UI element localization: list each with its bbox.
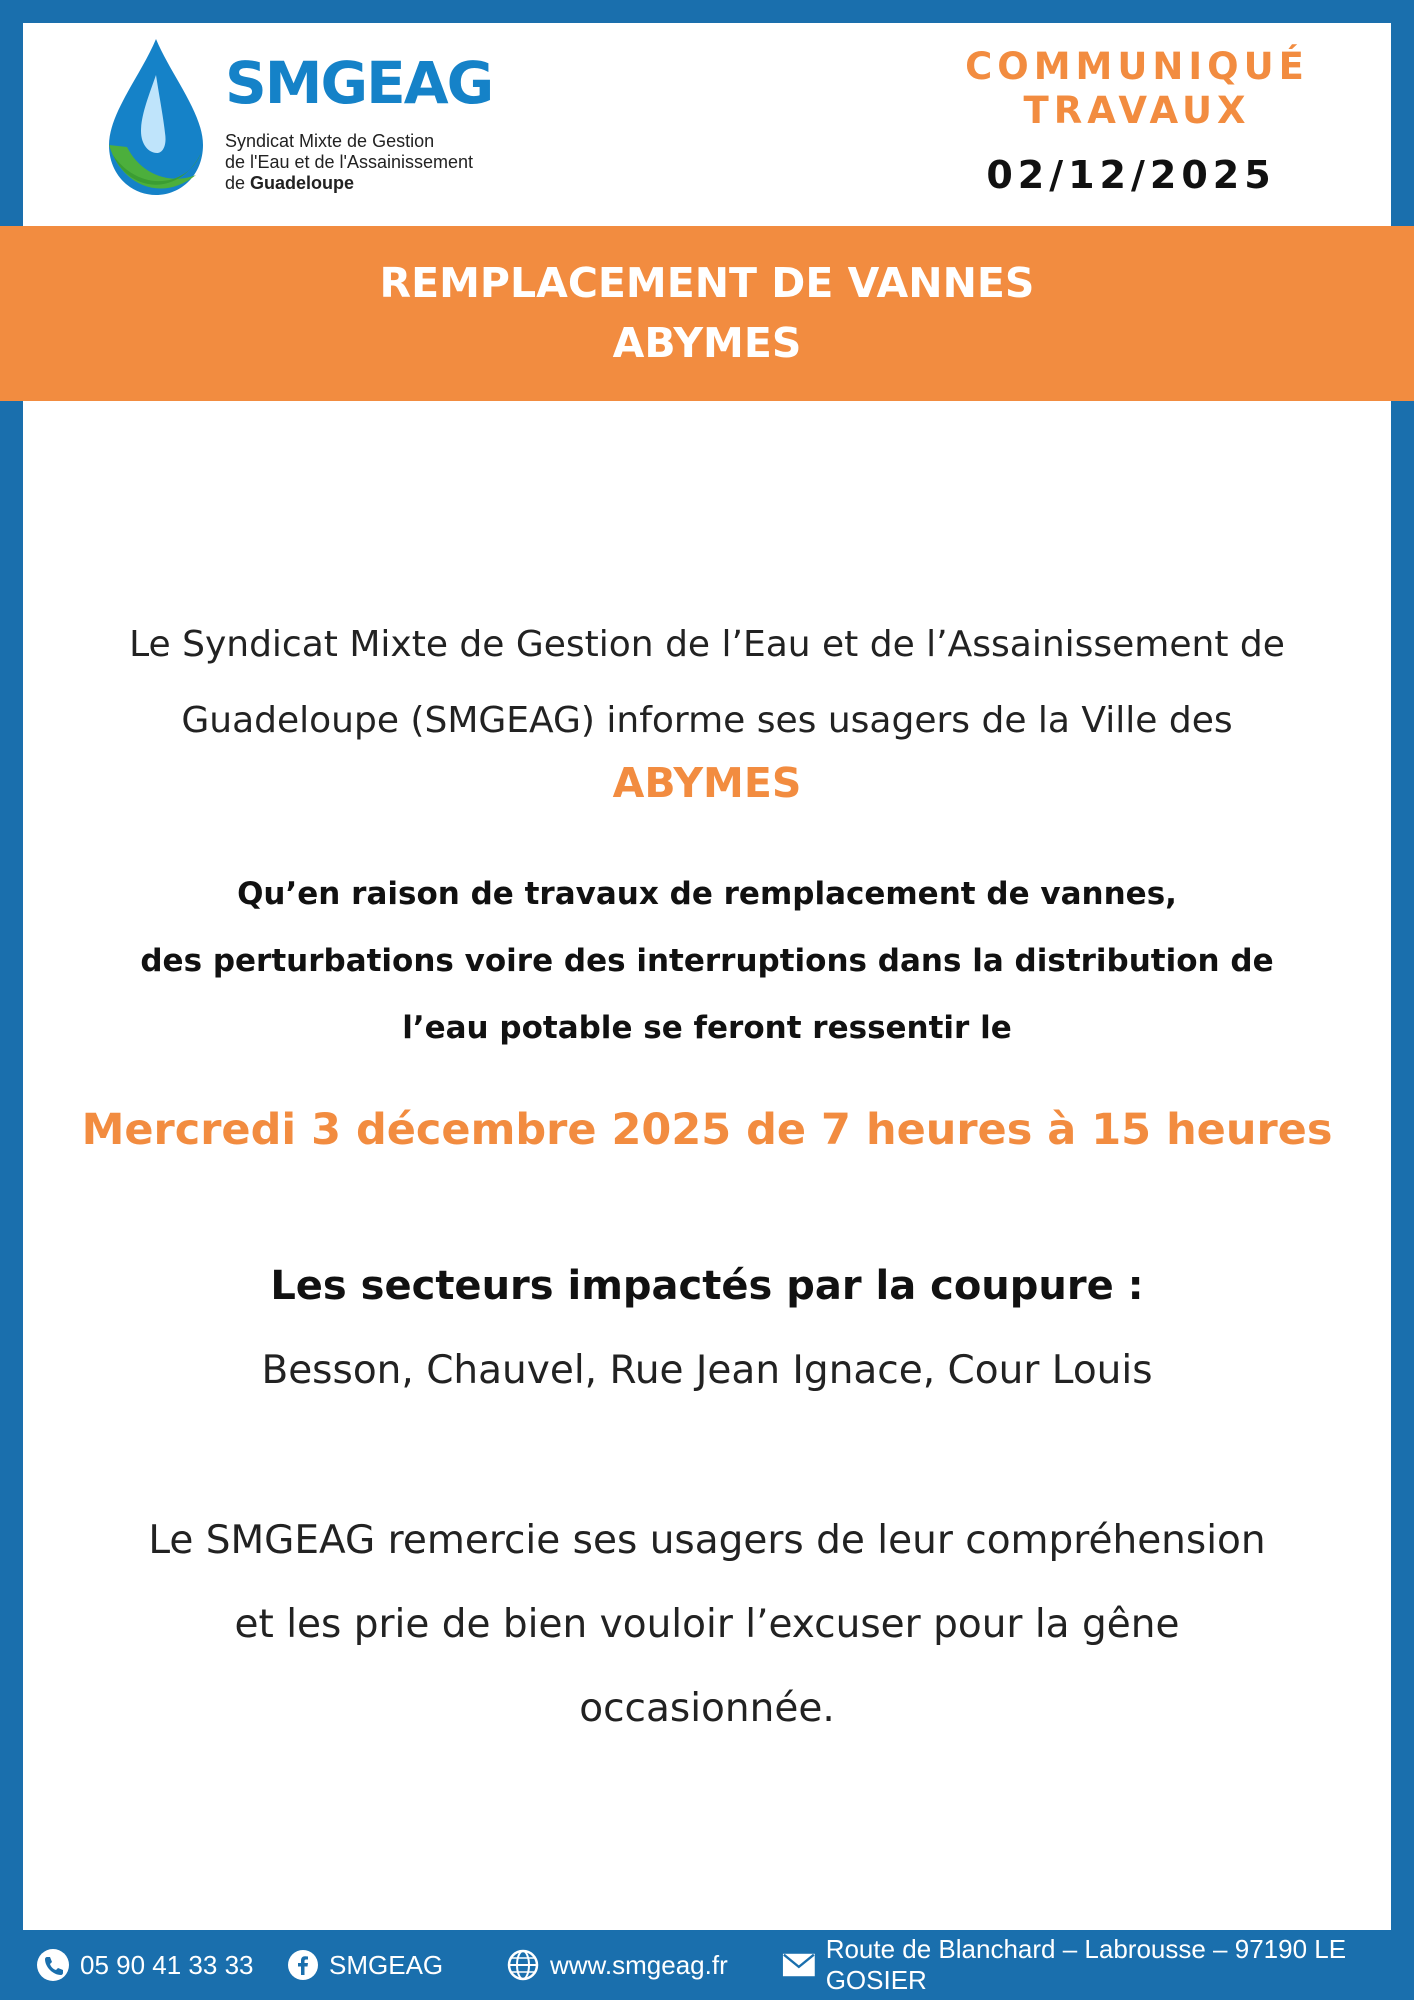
title-banner (0, 226, 1414, 401)
brand-sub-line: de l'Eau et de l'Assainissement (225, 152, 474, 172)
mail-icon (782, 1952, 816, 1978)
reason-paragraph (83, 861, 1331, 1062)
phone-number: 05 90 41 33 33 (80, 1949, 254, 1980)
footer-phone[interactable] (36, 1930, 254, 2000)
communique-line: TRAVAUX (1023, 89, 1251, 132)
brand-sub-line: Syndicat Mixte de Gestion (225, 131, 435, 151)
logo (101, 35, 551, 215)
banner-title-line: REMPLACEMENT DE VANNES (379, 259, 1035, 307)
brand-sub-prefix: de (225, 173, 251, 193)
globe-icon (506, 1948, 540, 1982)
city-name: ABYMES (612, 759, 802, 807)
website-url: www.smgeag.fr (550, 1949, 728, 1980)
reason-line: l’eau potable se feront ressentir le (402, 1010, 1012, 1046)
facebook-icon (287, 1949, 319, 1981)
communique-line: COMMUNIQUÉ (965, 45, 1309, 88)
reason-line: Qu’en raison de travaux de remplacement de vannes, (237, 876, 1177, 912)
water-drop-logo-icon (101, 35, 211, 205)
brand-sub-line (225, 173, 473, 194)
footer (0, 1930, 1414, 2000)
address-text: Route de Blanchard – Labrousse – 97190 LE GOSIER (825, 1934, 1347, 1995)
communique-date: 02/12/2025 (986, 153, 1276, 197)
intro-line: Le Syndicat Mixte de Gestion de l’Eau et de l’Assainissement de (129, 624, 1285, 665)
footer-facebook[interactable] (287, 1930, 443, 2000)
thanks-line: Le SMGEAG remercie ses usagers de leur compréhension (148, 1518, 1266, 1563)
intro-paragraph (83, 607, 1331, 759)
communique-label (957, 45, 1317, 133)
phone-icon (36, 1948, 70, 1982)
brand-name: SMGEAG (225, 49, 493, 117)
brand-subtitle (225, 131, 473, 194)
brand-sub-strong: Guadeloupe (250, 173, 355, 193)
sectors-list: Besson, Chauvel, Rue Jean Ignace, Cour Louis (261, 1348, 1153, 1393)
intro-line: Guadeloupe (SMGEAG) informe ses usagers de la Ville des (181, 700, 1233, 741)
footer-website[interactable] (506, 1930, 728, 2000)
thanks-paragraph (83, 1499, 1331, 1751)
facebook-name: SMGEAG (329, 1949, 444, 1980)
reason-line: des perturbations voire des interruptions dans la distribution de (140, 943, 1274, 979)
schedule: Mercredi 3 décembre 2025 de 7 heures à 15 heures (81, 1105, 1333, 1155)
sectors-title: Les secteurs impactés par la coupure : (270, 1263, 1144, 1309)
header (23, 23, 1391, 226)
footer-address (782, 1930, 1414, 2000)
thanks-line: et les prie de bien vouloir l’excuser pour la gêne (234, 1602, 1180, 1647)
thanks-line: occasionnée. (579, 1686, 835, 1731)
banner-title-line: ABYMES (612, 319, 802, 367)
